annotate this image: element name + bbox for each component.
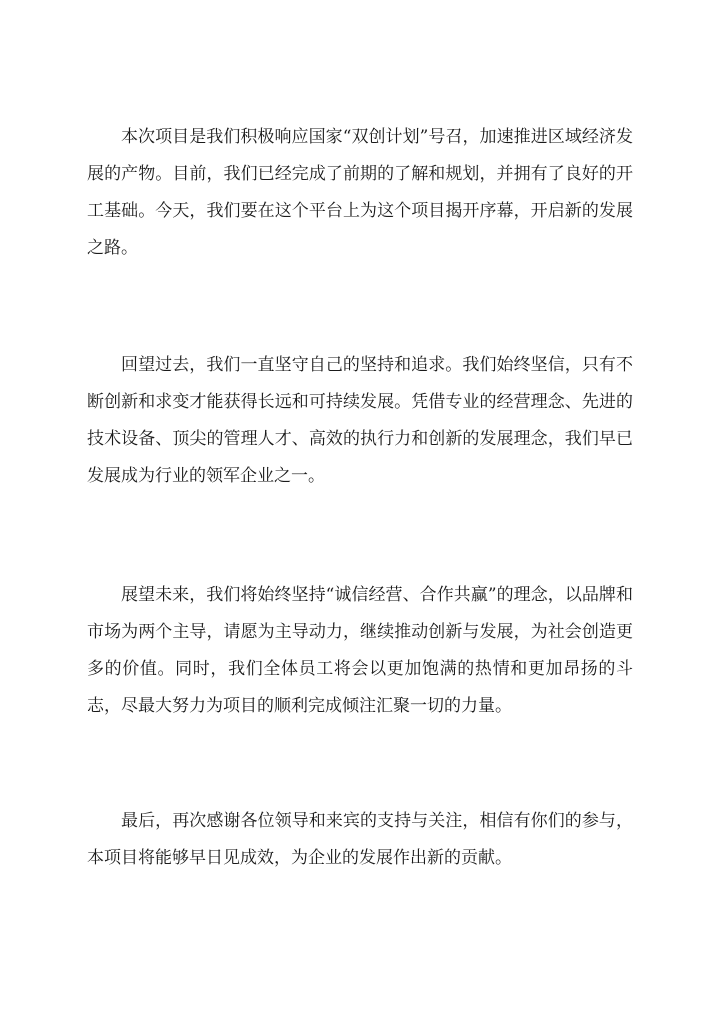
paragraph-3: 展望未来，我们将始终坚持“诚信经营、合作共赢”的理念，以品牌和市场为两个主导，请愿为主导动力，继续推动创新与发展，为社会创造更多的价值。同时，我们全体员工将会以更加饱满的热情和更加昂扬的斗志，尽最大努力为项目的顺利完成倾注汇聚一切的力量。 (87, 585, 633, 716)
paragraph-4: 最后，再次感谢各位领导和来宾的支持与关注，相信有你们的参与，本项目将能够早日见成效，为企业的发展作出新的贡献。 (87, 811, 633, 868)
paragraph-2: 回望过去，我们一直坚守自己的坚持和追求。我们始终坚信，只有不断创新和求变才能获得长远和可持续发展。凭借专业的经营理念、先进的技术设备、顶尖的管理人才、高效的执行力和创新的发展理念，我们早已发展成为行业的领军企业之一。 (87, 355, 633, 486)
paragraph-1: 本次项目是我们积极响应国家“双创计划”号召，加速推进区域经济发展的产物。目前，我们已经完成了前期的了解和规划，并拥有了良好的开工基础。今天，我们要在这个平台上为这个项目揭开序幕，开启新的发展之路。 (87, 127, 633, 258)
